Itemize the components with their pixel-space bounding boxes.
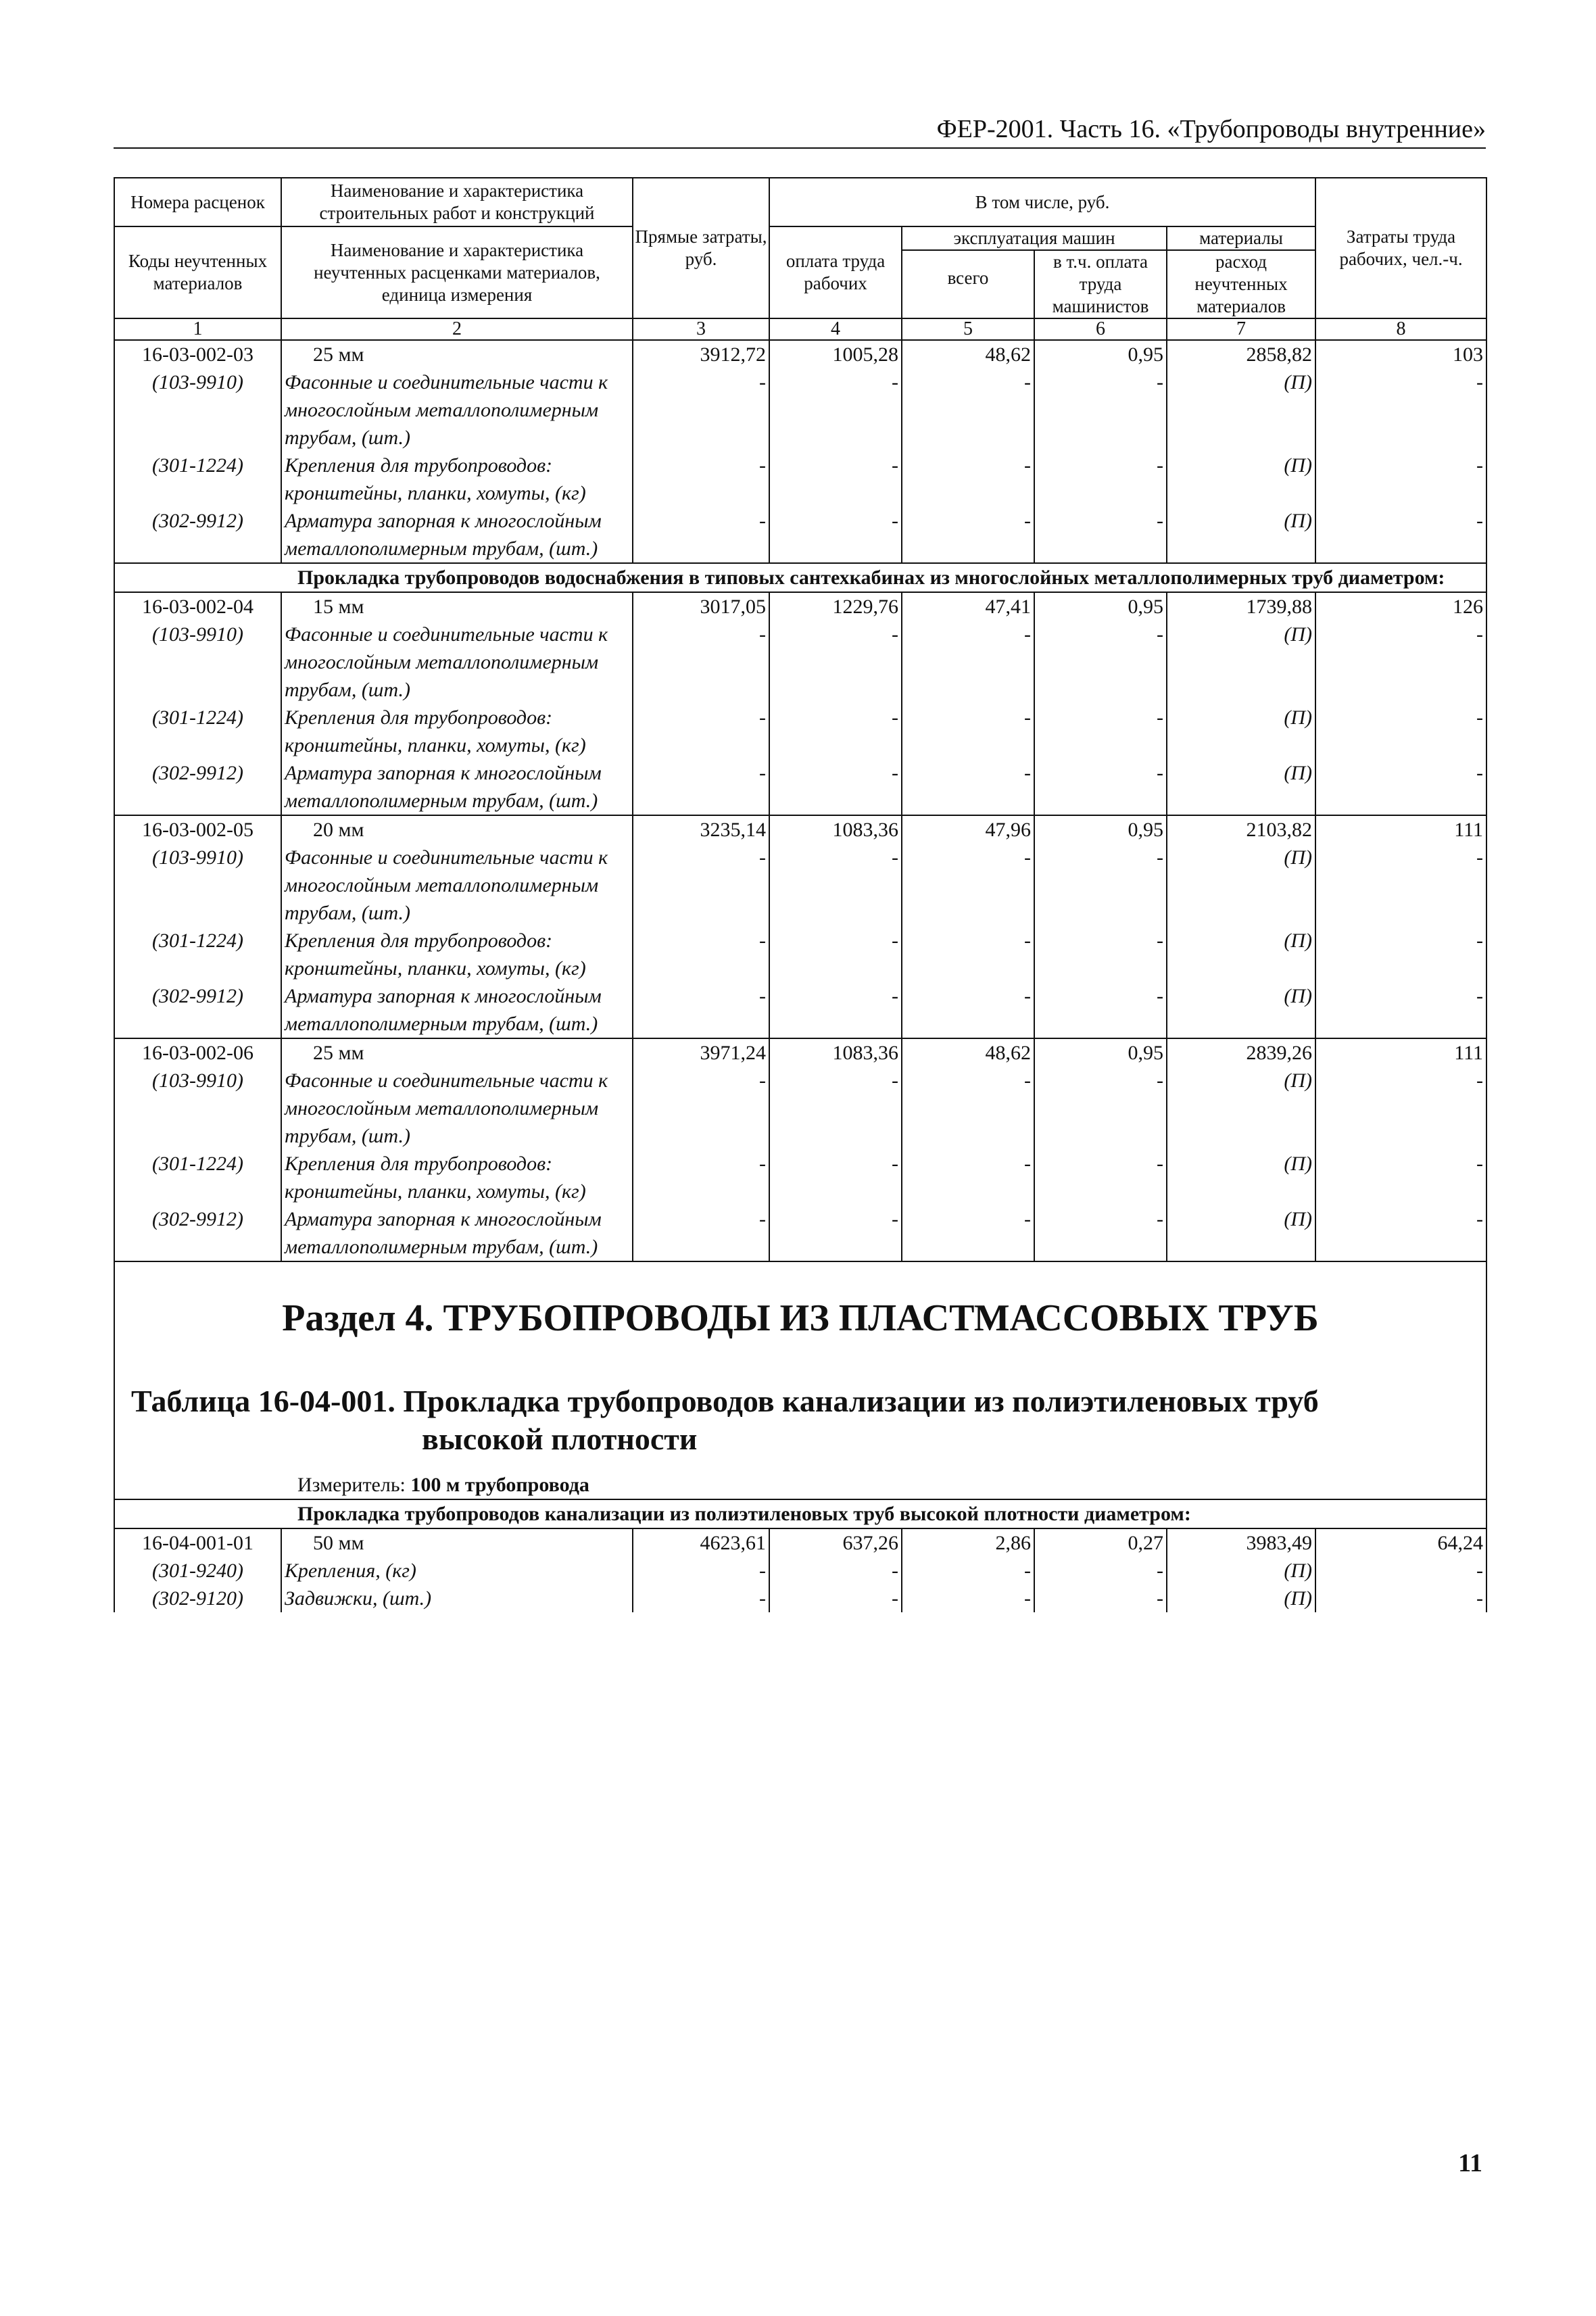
p-mark: (П) [1167,927,1315,982]
dash-cell: - [633,507,769,563]
p-mark: (П) [1167,1205,1315,1261]
dash-cell: - [1315,844,1486,927]
dash-cell: - [633,759,769,815]
p-mark: (П) [1167,1067,1315,1150]
group-title: Прокладка трубопроводов канализации из полиэтиленовых труб высокой плотности диаметром: [114,1499,1486,1528]
dash-cell: - [902,982,1034,1038]
material-name: Крепления для трубопроводов: кронштейны, планки, хомуты, (кг) [281,452,633,507]
dash-cell: - [1034,1067,1167,1150]
page-number: 11 [1458,2149,1482,2177]
dash-cell: - [633,1205,769,1261]
material-name: Арматура запорная к многослойным металлополимерным трубам, (шт.) [281,982,633,1038]
rate-name: 50 мм [281,1528,633,1557]
dash-cell: - [1034,844,1167,927]
rate-name: 15 мм [281,592,633,621]
dash-cell: - [1034,759,1167,815]
material-row [114,1067,1486,1150]
p-mark: (П) [1167,621,1315,704]
section-4-block [114,1261,1486,1499]
dash-cell: - [769,1557,902,1585]
column-number: 8 [1315,318,1486,340]
worker-wages: 1083,36 [769,1038,902,1067]
operator-wages: 0,95 [1034,340,1167,368]
worker-wages: 1005,28 [769,340,902,368]
dash-cell: - [1315,982,1486,1038]
material-row [114,844,1486,927]
document-title: ФЕР-2001. Часть 16. «Трубопроводы внутренние» [936,115,1486,143]
p-mark: (П) [1167,1557,1315,1585]
dash-cell: - [1315,1150,1486,1205]
dash-cell: - [769,368,902,452]
header-worker-wages: оплата труда рабочих [769,226,902,318]
material-row [114,982,1486,1038]
section-b-title-row [114,563,1486,592]
operator-wages: 0,95 [1034,815,1167,844]
meter [115,1472,1486,1499]
direct-costs: 3235,14 [633,815,769,844]
dash-cell: - [902,507,1034,563]
worker-wages: 637,26 [769,1528,902,1557]
meter-label: Измеритель: [297,1474,406,1496]
p-mark: (П) [1167,844,1315,927]
table-title-line-2: высокой плотности [422,1422,698,1456]
column-number: 1 [114,318,281,340]
material-code: (103-9910) [114,844,281,927]
dash-cell: - [1315,368,1486,452]
material-code: (103-9910) [114,368,281,452]
materials-cost: 1739,88 [1167,592,1315,621]
dash-cell: - [633,704,769,759]
dash-cell: - [902,1150,1034,1205]
dash-cell: - [1034,704,1167,759]
header-machines-group [902,226,1167,318]
direct-costs: 4623,61 [633,1528,769,1557]
dash-cell: - [1034,1557,1167,1585]
material-row [114,507,1486,563]
operator-wages: 0,95 [1034,1038,1167,1067]
dash-cell: - [633,982,769,1038]
operator-wages: 0,27 [1034,1528,1167,1557]
dash-cell: - [1034,1150,1167,1205]
material-code: (301-9240) [114,1557,281,1585]
table-header-row-1 [114,178,1486,226]
direct-costs: 3971,24 [633,1038,769,1067]
header-machines-total: всего [902,251,1035,318]
material-code: (301-1224) [114,927,281,982]
materials-cost: 3983,49 [1167,1528,1315,1557]
table-header-row-2 [114,226,1486,318]
material-code: (301-1224) [114,1150,281,1205]
header-materials-group [1167,226,1315,318]
header-unaccounted-materials: расход неучтенных материалов [1194,251,1288,316]
labor-costs: 111 [1315,815,1486,844]
dash-cell: - [1315,704,1486,759]
header-machines: эксплуатация машин [902,227,1166,251]
dash-cell: - [902,1557,1034,1585]
column-number: 3 [633,318,769,340]
material-row [114,621,1486,704]
rate-name: 25 мм [281,1038,633,1067]
dash-cell: - [633,927,769,982]
section-4-title: Раздел 4. ТРУБОПРОВОДЫ ИЗ ПЛАСТМАССОВЫХ ТРУБ [282,1297,1319,1339]
rate-row [114,592,1486,621]
dash-cell: - [769,1150,902,1205]
material-name: Фасонные и соединительные части к многослойным металлополимерным трубам, (шт.) [281,368,633,452]
dash-cell: - [769,759,902,815]
dash-cell: - [902,1067,1034,1150]
rates-table [114,177,1487,1612]
dash-cell: - [902,844,1034,927]
material-name: Фасонные и соединительные части к многослойным металлополимерным трубам, (шт.) [281,844,633,927]
p-mark: (П) [1167,759,1315,815]
worker-wages: 1083,36 [769,815,902,844]
column-number: 2 [281,318,633,340]
dash-cell: - [1315,759,1486,815]
dash-cell: - [633,368,769,452]
dash-cell: - [902,1205,1034,1261]
machines-total: 48,62 [902,1038,1034,1067]
p-mark: (П) [1167,1150,1315,1205]
material-name: Фасонные и соединительные части к многослойным металлополимерным трубам, (шт.) [281,621,633,704]
dash-cell: - [902,759,1034,815]
rate-name: 25 мм [281,340,633,368]
dash-cell: - [633,621,769,704]
dash-cell: - [1315,507,1486,563]
labor-costs: 126 [1315,592,1486,621]
dash-cell: - [769,927,902,982]
dash-cell: - [769,1067,902,1150]
dash-cell: - [1315,927,1486,982]
rate-row [114,1528,1486,1557]
material-row [114,927,1486,982]
meter-value: 100 м трубопровода [410,1474,589,1496]
dash-cell: - [633,1557,769,1585]
dash-cell: - [1315,452,1486,507]
p-mark: (П) [1167,982,1315,1038]
dash-cell: - [769,1205,902,1261]
material-code: (302-9120) [114,1585,281,1612]
machines-total: 48,62 [902,340,1034,368]
section-4-cell [114,1261,1486,1499]
dash-cell: - [769,621,902,704]
material-row [114,759,1486,815]
material-code: (301-1224) [114,452,281,507]
header-rate-numbers: Номера расценок [114,178,281,226]
group-title: Прокладка трубопроводов водоснабжения в типовых сантехкабинах из многослойных металлополимерных труб диаметром: [114,563,1486,592]
rate-name: 20 мм [281,815,633,844]
p-mark: (П) [1167,368,1315,452]
dash-cell: - [633,1585,769,1612]
header-direct-costs: Прямые затраты, руб. [633,178,769,318]
dash-cell: - [1034,507,1167,563]
p-mark: (П) [1167,704,1315,759]
header-materials: материалы [1167,227,1315,251]
material-code: (302-9912) [114,982,281,1038]
header-operator-wages: в т.ч. оплата труда машинистов [1052,251,1149,316]
table-title-line-1: Таблица 16-04-001. Прокладка трубопроводов канализации из полиэтиленовых труб [131,1384,1319,1418]
dash-cell: - [769,452,902,507]
header-labor-costs: Затраты труда рабочих, чел.-ч. [1315,178,1486,318]
material-row [114,1150,1486,1205]
material-name: Задвижки, (шт.) [281,1585,633,1612]
header-material-name: Наименование и характеристика неучтенных расценками материалов, единица измерения [281,226,633,318]
dash-cell: - [769,507,902,563]
rate-code: 16-04-001-01 [114,1528,281,1557]
worker-wages: 1229,76 [769,592,902,621]
dash-cell: - [633,1067,769,1150]
material-name: Арматура запорная к многослойным металлополимерным трубам, (шт.) [281,507,633,563]
header-work-name: Наименование и характеристика строительных работ и конструкций [281,178,633,226]
material-row [114,1585,1486,1612]
direct-costs: 3017,05 [633,592,769,621]
labor-costs: 111 [1315,1038,1486,1067]
material-row [114,368,1486,452]
rate-code: 16-03-002-05 [114,815,281,844]
dash-cell: - [902,452,1034,507]
material-row [114,452,1486,507]
dash-cell: - [1034,368,1167,452]
dash-cell: - [902,927,1034,982]
rate-code: 16-03-002-04 [114,592,281,621]
table-title [115,1382,1486,1458]
dash-cell: - [633,1150,769,1205]
materials-cost: 2103,82 [1167,815,1315,844]
dash-cell: - [769,982,902,1038]
rate-code: 16-03-002-03 [114,340,281,368]
labor-costs: 103 [1315,340,1486,368]
dash-cell: - [769,844,902,927]
materials-cost: 2839,26 [1167,1038,1315,1067]
dash-cell: - [1034,982,1167,1038]
material-name: Крепления для трубопроводов: кронштейны, планки, хомуты, (кг) [281,927,633,982]
rate-row [114,340,1486,368]
dash-cell: - [769,1585,902,1612]
header-including: В том числе, руб. [769,178,1315,226]
material-row [114,1205,1486,1261]
material-name: Крепления для трубопроводов: кронштейны, планки, хомуты, (кг) [281,1150,633,1205]
dash-cell: - [1034,452,1167,507]
p-mark: (П) [1167,452,1315,507]
dash-cell: - [902,1585,1034,1612]
material-code: (103-9910) [114,1067,281,1150]
material-row [114,704,1486,759]
dash-cell: - [633,452,769,507]
dash-cell: - [902,621,1034,704]
dash-cell: - [769,704,902,759]
material-name: Крепления, (кг) [281,1557,633,1585]
material-code: (103-9910) [114,621,281,704]
dash-cell: - [1315,1557,1486,1585]
dash-cell: - [1315,621,1486,704]
material-code: (302-9912) [114,507,281,563]
dash-cell: - [902,368,1034,452]
p-mark: (П) [1167,507,1315,563]
dash-cell: - [1034,927,1167,982]
column-number: 5 [902,318,1034,340]
rate-code: 16-03-002-06 [114,1038,281,1067]
dash-cell: - [1315,1067,1486,1150]
material-name: Крепления для трубопроводов: кронштейны, планки, хомуты, (кг) [281,704,633,759]
rate-row [114,815,1486,844]
dash-cell: - [1034,1205,1167,1261]
dash-cell: - [1034,621,1167,704]
section-4-group-title-row [114,1499,1486,1528]
machines-total: 47,41 [902,592,1034,621]
materials-cost: 2858,82 [1167,340,1315,368]
dash-cell: - [902,704,1034,759]
operator-wages: 0,95 [1034,592,1167,621]
direct-costs: 3912,72 [633,340,769,368]
labor-costs: 64,24 [1315,1528,1486,1557]
material-name: Фасонные и соединительные части к многослойным металлополимерным трубам, (шт.) [281,1067,633,1150]
rate-row [114,1038,1486,1067]
dash-cell: - [633,844,769,927]
dash-cell: - [1034,1585,1167,1612]
machines-total: 47,96 [902,815,1034,844]
material-name: Арматура запорная к многослойным металлополимерным трубам, (шт.) [281,759,633,815]
material-code: (301-1224) [114,704,281,759]
column-numbers-row [114,318,1486,340]
header-material-codes: Коды неучтенных материалов [114,226,281,318]
dash-cell: - [1315,1205,1486,1261]
dash-cell: - [1315,1585,1486,1612]
material-code: (302-9912) [114,759,281,815]
running-header [114,114,1486,149]
p-mark: (П) [1167,1585,1315,1612]
machines-total: 2,86 [902,1528,1034,1557]
material-row [114,1557,1486,1585]
material-name: Арматура запорная к многослойным металлополимерным трубам, (шт.) [281,1205,633,1261]
column-number: 4 [769,318,902,340]
column-number: 7 [1167,318,1315,340]
material-code: (302-9912) [114,1205,281,1261]
column-number: 6 [1034,318,1167,340]
